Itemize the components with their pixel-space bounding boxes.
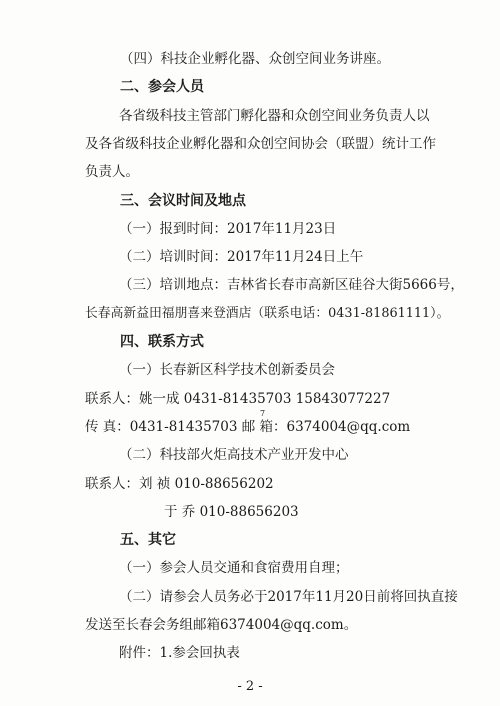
training-location-line-2: 长春高新益田福朋喜来登酒店（联系电话：0431-81861111）。 [85,306,450,321]
checkin-time: （一）报到时间：2017年11月23日 [119,221,337,237]
contact-person-1: 联系人：姚一成 0431-81435703 15843077227 [85,391,391,407]
participants-line-1: 各省级科技主管部门孵化器和众创空间业务负责人以 [119,108,430,124]
contact-org-1: （一）长春新区科学技术创新委员会 [119,362,335,378]
contact-org-2: （二）科技部火炬高技术产业开发中心 [119,447,349,463]
section-heading-participants: 二、参会人员 [120,79,204,95]
other-item-1: （一）参会人员交通和食宿费用自理； [119,560,349,576]
contact-person-3: 于 乔 010-88656203 [164,504,299,520]
section-heading-time-place: 三、会议时间及地点 [120,193,246,209]
attachment-line: 附件：1.参会回执表 [119,645,240,661]
small-mark: 7 [260,409,266,418]
training-time: （二）培训时间：2017年11月24日上午 [119,249,364,265]
training-location-line-1: （三）培训地点：吉林省长春市高新区硅谷大街5666号， [119,277,464,293]
other-item-2-line-1: （二）请参会人员务必于2017年11月20日前将回执直接 [119,589,458,605]
item-lecture-4: （四）科技企业孵化器、众创空间业务讲座。 [120,51,390,67]
other-item-2-line-2: 发送至长春会务组邮箱6374004@qq.com。 [85,617,358,633]
participants-line-2: 及各省级科技企业孵化器和众创空间协会（联盟）统计工作 [85,136,436,152]
section-heading-contact: 四、联系方式 [120,334,204,350]
participants-line-3: 负责人。 [85,164,139,180]
contact-person-2: 联系人：刘 祯 010-88656202 [85,476,274,492]
page-number: - 2 - [237,679,263,694]
contact-fax-email: 传 真：0431-81435703 邮 箱：6374004@qq.com [85,419,411,435]
section-heading-other: 五、其它 [120,532,176,548]
